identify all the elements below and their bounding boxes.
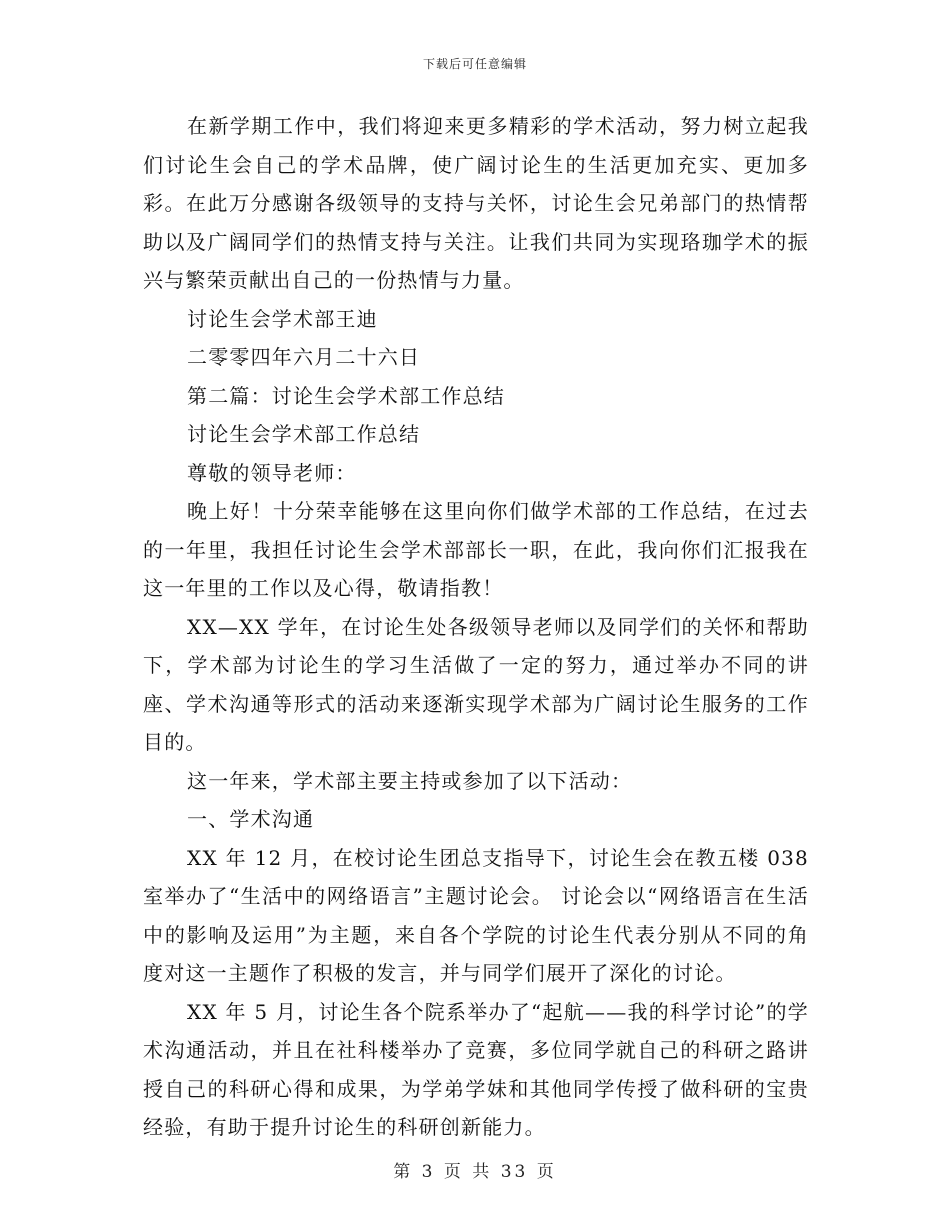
paragraph-activities-intro: 这一年来，学术部主要主持或参加了以下活动： bbox=[187, 768, 633, 793]
paragraph-december-event: XX 年 12 月，在校讨论生团总支指导下，讨论生会在教五楼 038 室举办了“生活中的网络语言”主题讨论会。 讨论会以“网络语言在生活中的影响及运用”为主题，来自各个学院的讨论生代表分别从不同的角度对这一主题作了积极的发言，并与同学们展开了深化的讨论。 bbox=[143, 845, 809, 985]
signature-author: 讨论生会学术部王迪 bbox=[187, 306, 378, 331]
paragraph-year-summary: XX—XX 学年，在讨论生处各级领导老师以及同学们的关怀和帮助下，学术部为讨论生的学习生活做了一定的努力，通过举办不同的讲座、学术沟通等形式的活动来逐渐实现学术部为广阔讨论生服务的工作目的。 bbox=[143, 614, 809, 754]
document-body bbox=[143, 107, 809, 1147]
signature-date: 二零零四年六月二十六日 bbox=[187, 345, 421, 369]
paragraph-closing-remarks: 在新学期工作中，我们将迎来更多精彩的学术活动，努力树立起我们讨论生会自己的学术品牌，使广阔讨论生的生活更加充实、更加多彩。在此万分感谢各级领导的支持与关怀，讨论生会兄弟部门的热情帮助以及广阔同学们的热情支持与关注。让我们共同为实现珞珈学术的振兴与繁荣贡献出自己的一份热情与力量。 bbox=[143, 114, 809, 292]
subheading-academic-exchange: 一、学术沟通 bbox=[187, 807, 315, 831]
header-note: 下载后可任意编辑 bbox=[422, 57, 527, 71]
document-title: 讨论生会学术部工作总结 bbox=[187, 422, 421, 446]
section-heading: 第二篇：讨论生会学术部工作总结 bbox=[187, 383, 505, 408]
paragraph-greeting: 晚上好！十分荣幸能够在这里向你们做学术部的工作总结，在过去的一年里，我担任讨论生会学术部部长一职，在此，我向你们汇报我在这一年里的工作以及心得，敬请指教！ bbox=[143, 499, 809, 600]
salutation: 尊敬的领导老师： bbox=[187, 460, 357, 485]
paragraph-may-event: XX 年 5 月，讨论生各个院系举办了“起航——我的科学讨论”的学术沟通活动，并且在社科楼举办了竞赛，多位同学就自己的科研之路讲授自己的科研心得和成果，为学弟学妹和其他同学传授了做科研的宝贵经验，有助于提升讨论生的科研创新能力。 bbox=[143, 999, 809, 1139]
page-number: 第 3 页 共 33 页 bbox=[393, 1162, 557, 1182]
